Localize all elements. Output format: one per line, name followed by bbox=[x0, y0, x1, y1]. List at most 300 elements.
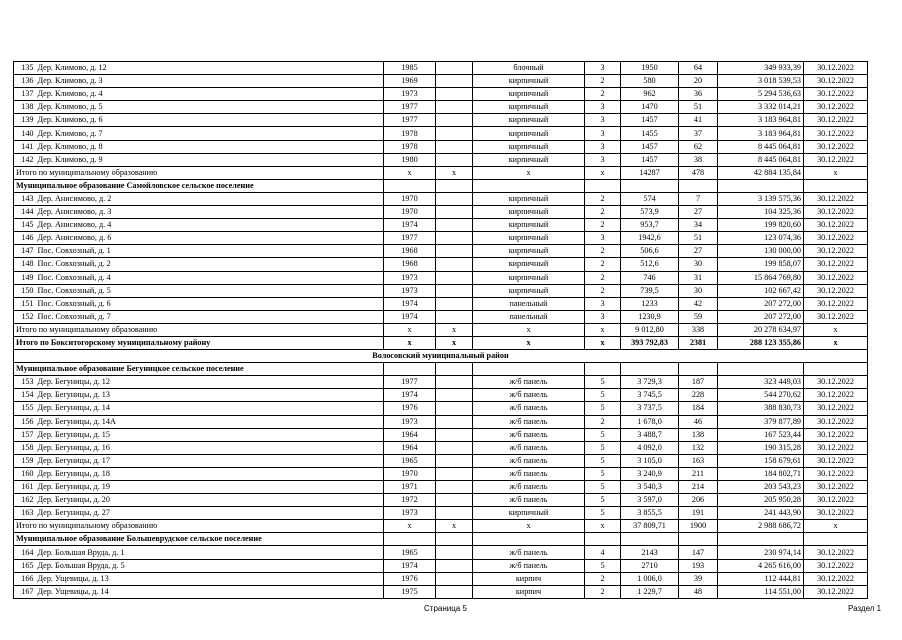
floors-cell: 2 bbox=[585, 415, 621, 428]
extra-year-cell: x bbox=[436, 520, 473, 533]
cost-cell: 3 139 575,36 bbox=[718, 192, 804, 205]
extra-year-cell bbox=[436, 415, 473, 428]
subtotal-row bbox=[14, 166, 868, 179]
total-label-cell: Итого по муниципальному образованию bbox=[14, 323, 384, 336]
extra-year-cell bbox=[436, 454, 473, 467]
year-cell: 1976 bbox=[384, 572, 436, 585]
area-cell: 14287 bbox=[621, 166, 679, 179]
extra-year-cell bbox=[436, 428, 473, 441]
address-cell: Дер. Климово, д. 8 bbox=[36, 140, 384, 153]
extra-year-cell bbox=[436, 507, 473, 520]
area-cell: 1942,6 bbox=[621, 232, 679, 245]
address-cell: Дер. Бегуницы, д. 16 bbox=[36, 441, 384, 454]
year-cell: 1970 bbox=[384, 206, 436, 219]
cost-cell: 167 523,44 bbox=[718, 428, 804, 441]
cost-cell: 8 445 064,81 bbox=[718, 153, 804, 166]
municipality-title-cell: Муниципальное образование Бегуницкое сельское поселение bbox=[14, 363, 384, 376]
cost-cell: 3 018 539,53 bbox=[718, 75, 804, 88]
floors-cell: 3 bbox=[585, 140, 621, 153]
material-cell: ж/б панель bbox=[473, 376, 585, 389]
material-cell: ж/б панель bbox=[473, 494, 585, 507]
table-row bbox=[14, 245, 868, 258]
material-cell: кирпичный bbox=[473, 101, 585, 114]
extra-year-cell bbox=[436, 192, 473, 205]
cost-cell: 2 988 686,72 bbox=[718, 520, 804, 533]
total-label-cell: Итого по муниципальному образованию bbox=[14, 166, 384, 179]
year-cell: 1973 bbox=[384, 88, 436, 101]
address-cell: Дер. Бегуницы, д. 13 bbox=[36, 389, 384, 402]
row-number-cell: 136 bbox=[14, 75, 36, 88]
area-cell: 1 006,0 bbox=[621, 572, 679, 585]
material-cell: блочный bbox=[473, 62, 585, 75]
floors-cell: 3 bbox=[585, 101, 621, 114]
floors-cell: 3 bbox=[585, 127, 621, 140]
residents-cell: 46 bbox=[679, 415, 718, 428]
row-number-cell: 141 bbox=[14, 140, 36, 153]
extra-year-cell: x bbox=[436, 166, 473, 179]
floors-cell: 2 bbox=[585, 585, 621, 598]
table-row bbox=[14, 546, 868, 559]
empty-cell bbox=[718, 533, 804, 546]
row-number-cell: 152 bbox=[14, 310, 36, 323]
date-cell: x bbox=[804, 323, 868, 336]
address-cell: Дер. Климово, д. 12 bbox=[36, 62, 384, 75]
table-row bbox=[14, 481, 868, 494]
municipality-title-cell: Муниципальное образование Самойловское сельское поселение bbox=[14, 179, 384, 192]
year-cell: 1970 bbox=[384, 467, 436, 480]
total-label-cell: Итого по Бокситогорскому муниципальному району bbox=[14, 336, 384, 349]
date-cell: 30.12.2022 bbox=[804, 507, 868, 520]
extra-year-cell bbox=[436, 481, 473, 494]
area-cell: 3 855,5 bbox=[621, 507, 679, 520]
year-cell: 1964 bbox=[384, 441, 436, 454]
extra-year-cell bbox=[436, 467, 473, 480]
empty-cell bbox=[718, 363, 804, 376]
area-cell: 1 678,0 bbox=[621, 415, 679, 428]
residents-cell: 193 bbox=[679, 559, 718, 572]
year-cell: 1976 bbox=[384, 402, 436, 415]
extra-year-cell bbox=[436, 271, 473, 284]
extra-year-cell bbox=[436, 376, 473, 389]
residents-cell: 214 bbox=[679, 481, 718, 494]
row-number-cell: 145 bbox=[14, 219, 36, 232]
date-cell: 30.12.2022 bbox=[804, 441, 868, 454]
address-cell: Пос. Совхозный, д. 7 bbox=[36, 310, 384, 323]
empty-cell bbox=[384, 179, 436, 192]
housing-registry-table bbox=[13, 61, 868, 599]
area-cell: 9 012,80 bbox=[621, 323, 679, 336]
residents-cell: 42 bbox=[679, 297, 718, 310]
municipality-section-row bbox=[14, 363, 868, 376]
floors-cell: 5 bbox=[585, 389, 621, 402]
date-cell: 30.12.2022 bbox=[804, 114, 868, 127]
municipality-section-row bbox=[14, 179, 868, 192]
extra-year-cell bbox=[436, 153, 473, 166]
residents-cell: 39 bbox=[679, 572, 718, 585]
area-cell: 3 488,7 bbox=[621, 428, 679, 441]
empty-cell bbox=[804, 533, 868, 546]
cost-cell: 288 123 355,86 bbox=[718, 336, 804, 349]
area-cell: 2143 bbox=[621, 546, 679, 559]
floors-cell: 5 bbox=[585, 376, 621, 389]
residents-cell: 132 bbox=[679, 441, 718, 454]
row-number-cell: 155 bbox=[14, 402, 36, 415]
area-cell: 3 737,5 bbox=[621, 402, 679, 415]
table-row bbox=[14, 127, 868, 140]
section-label: Раздел 1 bbox=[848, 604, 882, 613]
empty-cell bbox=[804, 179, 868, 192]
empty-cell bbox=[679, 533, 718, 546]
registry-table-container bbox=[13, 61, 867, 599]
floors-cell: 2 bbox=[585, 192, 621, 205]
date-cell: 30.12.2022 bbox=[804, 481, 868, 494]
area-cell: 739,5 bbox=[621, 284, 679, 297]
address-cell: Дер. Бегуницы, д. 20 bbox=[36, 494, 384, 507]
residents-cell: 37 bbox=[679, 127, 718, 140]
year-cell: x bbox=[384, 336, 436, 349]
date-cell: 30.12.2022 bbox=[804, 88, 868, 101]
address-cell: Дер. Климово, д. 3 bbox=[36, 75, 384, 88]
year-cell: x bbox=[384, 323, 436, 336]
cost-cell: 207 272,00 bbox=[718, 297, 804, 310]
row-number-cell: 137 bbox=[14, 88, 36, 101]
table-row bbox=[14, 454, 868, 467]
residents-cell: 20 bbox=[679, 75, 718, 88]
row-number-cell: 159 bbox=[14, 454, 36, 467]
table-row bbox=[14, 441, 868, 454]
date-cell: 30.12.2022 bbox=[804, 245, 868, 258]
cost-cell: 3 183 964,81 bbox=[718, 114, 804, 127]
residents-cell: 51 bbox=[679, 232, 718, 245]
area-cell: 4 092,0 bbox=[621, 441, 679, 454]
residents-cell: 147 bbox=[679, 546, 718, 559]
date-cell: 30.12.2022 bbox=[804, 559, 868, 572]
residents-cell: 163 bbox=[679, 454, 718, 467]
area-cell: 512,6 bbox=[621, 258, 679, 271]
total-label-cell: Итого по муниципальному образованию bbox=[14, 520, 384, 533]
municipality-section-row bbox=[14, 533, 868, 546]
table-row bbox=[14, 62, 868, 75]
address-cell: Дер. Бегуницы, д. 15 bbox=[36, 428, 384, 441]
cost-cell: 199 820,60 bbox=[718, 219, 804, 232]
area-cell: 3 745,5 bbox=[621, 389, 679, 402]
address-cell: Дер. Большая Вруда, д. 5 bbox=[36, 559, 384, 572]
address-cell: Дер. Анисимово, д. 3 bbox=[36, 206, 384, 219]
cost-cell: 241 443,90 bbox=[718, 507, 804, 520]
residents-cell: 51 bbox=[679, 101, 718, 114]
material-cell: ж/б панель bbox=[473, 454, 585, 467]
year-cell: 1975 bbox=[384, 585, 436, 598]
year-cell: 1974 bbox=[384, 219, 436, 232]
table-row bbox=[14, 258, 868, 271]
empty-cell bbox=[436, 363, 473, 376]
extra-year-cell bbox=[436, 310, 473, 323]
date-cell: 30.12.2022 bbox=[804, 219, 868, 232]
extra-year-cell bbox=[436, 101, 473, 114]
material-cell: кирпичный bbox=[473, 206, 585, 219]
date-cell: 30.12.2022 bbox=[804, 415, 868, 428]
residents-cell: 34 bbox=[679, 219, 718, 232]
address-cell: Дер. Климово, д. 7 bbox=[36, 127, 384, 140]
cost-cell: 123 074,36 bbox=[718, 232, 804, 245]
floors-cell: 2 bbox=[585, 245, 621, 258]
date-cell: x bbox=[804, 166, 868, 179]
area-cell: 1 229,7 bbox=[621, 585, 679, 598]
extra-year-cell bbox=[436, 114, 473, 127]
table-row bbox=[14, 140, 868, 153]
extra-year-cell bbox=[436, 389, 473, 402]
date-cell: x bbox=[804, 336, 868, 349]
floors-cell: 2 bbox=[585, 88, 621, 101]
date-cell: x bbox=[804, 520, 868, 533]
date-cell: 30.12.2022 bbox=[804, 192, 868, 205]
extra-year-cell bbox=[436, 284, 473, 297]
area-cell: 746 bbox=[621, 271, 679, 284]
year-cell: 1974 bbox=[384, 297, 436, 310]
area-cell: 2710 bbox=[621, 559, 679, 572]
area-cell: 3 240,9 bbox=[621, 467, 679, 480]
row-number-cell: 146 bbox=[14, 232, 36, 245]
date-cell: 30.12.2022 bbox=[804, 310, 868, 323]
floors-cell: 5 bbox=[585, 559, 621, 572]
residents-cell: 59 bbox=[679, 310, 718, 323]
table-row bbox=[14, 75, 868, 88]
empty-cell bbox=[621, 363, 679, 376]
row-number-cell: 150 bbox=[14, 284, 36, 297]
empty-cell bbox=[679, 179, 718, 192]
area-cell: 506,6 bbox=[621, 245, 679, 258]
residents-cell: 62 bbox=[679, 140, 718, 153]
cost-cell: 190 315,28 bbox=[718, 441, 804, 454]
material-cell: ж/б панель bbox=[473, 415, 585, 428]
empty-cell bbox=[621, 533, 679, 546]
floors-cell: 2 bbox=[585, 206, 621, 219]
empty-cell bbox=[621, 179, 679, 192]
date-cell: 30.12.2022 bbox=[804, 454, 868, 467]
row-number-cell: 147 bbox=[14, 245, 36, 258]
address-cell: Пос. Совхозный, д. 6 bbox=[36, 297, 384, 310]
empty-cell bbox=[473, 533, 585, 546]
date-cell: 30.12.2022 bbox=[804, 271, 868, 284]
material-cell: ж/б панель bbox=[473, 481, 585, 494]
extra-year-cell bbox=[436, 127, 473, 140]
date-cell: 30.12.2022 bbox=[804, 297, 868, 310]
cost-cell: 199 858,07 bbox=[718, 258, 804, 271]
row-number-cell: 158 bbox=[14, 441, 36, 454]
row-number-cell: 160 bbox=[14, 467, 36, 480]
address-cell: Дер. Климово, д. 9 bbox=[36, 153, 384, 166]
area-cell: 1230,9 bbox=[621, 310, 679, 323]
material-cell: панельный bbox=[473, 297, 585, 310]
address-cell: Пос. Совхозный, д. 5 bbox=[36, 284, 384, 297]
extra-year-cell bbox=[436, 206, 473, 219]
area-cell: 1457 bbox=[621, 153, 679, 166]
extra-year-cell bbox=[436, 585, 473, 598]
residents-cell: 187 bbox=[679, 376, 718, 389]
residents-cell: 338 bbox=[679, 323, 718, 336]
extra-year-cell: x bbox=[436, 336, 473, 349]
material-cell: кирпич bbox=[473, 585, 585, 598]
cost-cell: 42 884 135,84 bbox=[718, 166, 804, 179]
cost-cell: 102 667,42 bbox=[718, 284, 804, 297]
row-number-cell: 164 bbox=[14, 546, 36, 559]
extra-year-cell bbox=[436, 219, 473, 232]
cost-cell: 323 449,03 bbox=[718, 376, 804, 389]
material-cell: ж/б панель bbox=[473, 428, 585, 441]
residents-cell: 228 bbox=[679, 389, 718, 402]
extra-year-cell bbox=[436, 559, 473, 572]
table-row bbox=[14, 585, 868, 598]
floors-cell: 5 bbox=[585, 494, 621, 507]
table-row bbox=[14, 297, 868, 310]
material-cell: кирпичный bbox=[473, 114, 585, 127]
residents-cell: 38 bbox=[679, 153, 718, 166]
cost-cell: 158 679,61 bbox=[718, 454, 804, 467]
cost-cell: 8 445 064,81 bbox=[718, 140, 804, 153]
floors-cell: 5 bbox=[585, 481, 621, 494]
material-cell: x bbox=[473, 336, 585, 349]
date-cell: 30.12.2022 bbox=[804, 258, 868, 271]
area-cell: 393 792,83 bbox=[621, 336, 679, 349]
cost-cell: 104 325,36 bbox=[718, 206, 804, 219]
year-cell: 1965 bbox=[384, 454, 436, 467]
year-cell: 1968 bbox=[384, 245, 436, 258]
extra-year-cell bbox=[436, 546, 473, 559]
date-cell: 30.12.2022 bbox=[804, 585, 868, 598]
floors-cell: x bbox=[585, 336, 621, 349]
material-cell: кирпичный bbox=[473, 507, 585, 520]
table-body bbox=[14, 62, 868, 599]
floors-cell: 5 bbox=[585, 402, 621, 415]
row-number-cell: 138 bbox=[14, 101, 36, 114]
area-cell: 1457 bbox=[621, 140, 679, 153]
year-cell: 1974 bbox=[384, 310, 436, 323]
address-cell: Дер. Анисимово, д. 6 bbox=[36, 232, 384, 245]
row-number-cell: 165 bbox=[14, 559, 36, 572]
material-cell: x bbox=[473, 323, 585, 336]
table-row bbox=[14, 153, 868, 166]
residents-cell: 184 bbox=[679, 402, 718, 415]
material-cell: кирпичный bbox=[473, 140, 585, 153]
table-row bbox=[14, 206, 868, 219]
year-cell: 1973 bbox=[384, 284, 436, 297]
empty-cell bbox=[473, 179, 585, 192]
date-cell: 30.12.2022 bbox=[804, 494, 868, 507]
residents-cell: 48 bbox=[679, 585, 718, 598]
extra-year-cell bbox=[436, 62, 473, 75]
area-cell: 1470 bbox=[621, 101, 679, 114]
material-cell: кирпичный bbox=[473, 192, 585, 205]
cost-cell: 184 802,71 bbox=[718, 467, 804, 480]
row-number-cell: 154 bbox=[14, 389, 36, 402]
address-cell: Дер. Ущевицы, д. 14 bbox=[36, 585, 384, 598]
table-row bbox=[14, 101, 868, 114]
address-cell: Пос. Совхозный, д. 2 bbox=[36, 258, 384, 271]
year-cell: 1971 bbox=[384, 481, 436, 494]
cost-cell: 207 272,00 bbox=[718, 310, 804, 323]
year-cell: 1968 bbox=[384, 258, 436, 271]
date-cell: 30.12.2022 bbox=[804, 428, 868, 441]
floors-cell: 2 bbox=[585, 572, 621, 585]
floors-cell: 5 bbox=[585, 467, 621, 480]
row-number-cell: 162 bbox=[14, 494, 36, 507]
date-cell: 30.12.2022 bbox=[804, 389, 868, 402]
material-cell: x bbox=[473, 520, 585, 533]
row-number-cell: 143 bbox=[14, 192, 36, 205]
floors-cell: x bbox=[585, 166, 621, 179]
cost-cell: 5 294 536,63 bbox=[718, 88, 804, 101]
district-total-row bbox=[14, 336, 868, 349]
extra-year-cell bbox=[436, 402, 473, 415]
year-cell: 1973 bbox=[384, 507, 436, 520]
area-cell: 3 540,3 bbox=[621, 481, 679, 494]
year-cell: 1964 bbox=[384, 428, 436, 441]
empty-cell bbox=[718, 179, 804, 192]
row-number-cell: 166 bbox=[14, 572, 36, 585]
extra-year-cell bbox=[436, 572, 473, 585]
address-cell: Дер. Анисимово, д. 4 bbox=[36, 219, 384, 232]
floors-cell: 3 bbox=[585, 310, 621, 323]
table-row bbox=[14, 192, 868, 205]
cost-cell: 112 444,81 bbox=[718, 572, 804, 585]
residents-cell: 206 bbox=[679, 494, 718, 507]
row-number-cell: 167 bbox=[14, 585, 36, 598]
date-cell: 30.12.2022 bbox=[804, 62, 868, 75]
year-cell: 1970 bbox=[384, 192, 436, 205]
table-row bbox=[14, 88, 868, 101]
year-cell: 1977 bbox=[384, 101, 436, 114]
residents-cell: 211 bbox=[679, 467, 718, 480]
material-cell: ж/б панель bbox=[473, 389, 585, 402]
area-cell: 962 bbox=[621, 88, 679, 101]
cost-cell: 379 877,89 bbox=[718, 415, 804, 428]
material-cell: ж/б панель bbox=[473, 559, 585, 572]
material-cell: кирпичный bbox=[473, 258, 585, 271]
material-cell: кирпичный bbox=[473, 284, 585, 297]
residents-cell: 27 bbox=[679, 245, 718, 258]
date-cell: 30.12.2022 bbox=[804, 127, 868, 140]
extra-year-cell bbox=[436, 441, 473, 454]
year-cell: 1977 bbox=[384, 232, 436, 245]
area-cell: 3 105,0 bbox=[621, 454, 679, 467]
material-cell: кирпичный bbox=[473, 232, 585, 245]
empty-cell bbox=[384, 533, 436, 546]
area-cell: 1457 bbox=[621, 114, 679, 127]
row-number-cell: 163 bbox=[14, 507, 36, 520]
table-row bbox=[14, 428, 868, 441]
date-cell: 30.12.2022 bbox=[804, 376, 868, 389]
cost-cell: 3 332 014,21 bbox=[718, 101, 804, 114]
empty-cell bbox=[384, 363, 436, 376]
floors-cell: 5 bbox=[585, 507, 621, 520]
extra-year-cell bbox=[436, 258, 473, 271]
floors-cell: 2 bbox=[585, 258, 621, 271]
area-cell: 574 bbox=[621, 192, 679, 205]
table-row bbox=[14, 310, 868, 323]
residents-cell: 30 bbox=[679, 284, 718, 297]
address-cell: Дер. Бегуницы, д. 12 bbox=[36, 376, 384, 389]
extra-year-cell bbox=[436, 297, 473, 310]
empty-cell bbox=[473, 363, 585, 376]
cost-cell: 349 933,39 bbox=[718, 62, 804, 75]
table-row bbox=[14, 232, 868, 245]
row-number-cell: 149 bbox=[14, 271, 36, 284]
year-cell: 1985 bbox=[384, 62, 436, 75]
year-cell: x bbox=[384, 166, 436, 179]
empty-cell bbox=[585, 533, 621, 546]
address-cell: Дер. Ущевицы, д. 13 bbox=[36, 572, 384, 585]
table-row bbox=[14, 415, 868, 428]
